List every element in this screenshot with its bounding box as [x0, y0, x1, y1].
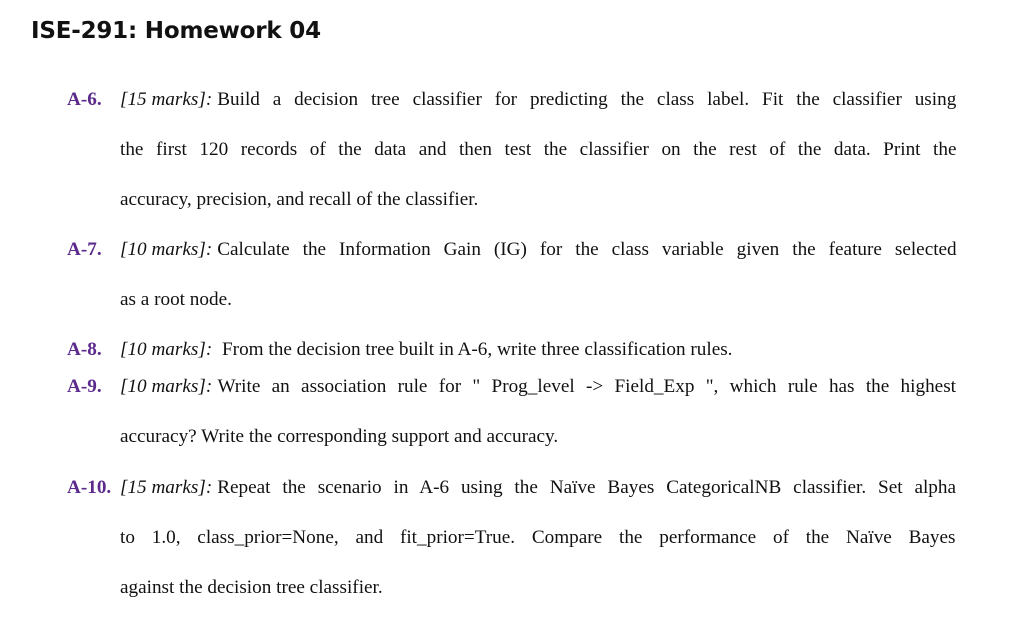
question-marks: [10 marks]:: [120, 239, 213, 260]
question-id: A-7.: [67, 239, 102, 260]
question-text: against the decision tree classifier.: [120, 577, 383, 598]
question-text: Write an association rule for " Prog_level -> Field_Exp ", which rule has the highest: [217, 376, 956, 397]
question-text: Calculate the Information Gain (IG) for the class variable given the feature selected: [217, 239, 957, 260]
question-text: accuracy, precision, and recall of the classifier.: [120, 189, 479, 210]
question-line: [120, 139, 956, 161]
question-line: [120, 89, 956, 111]
question-line: [120, 376, 956, 398]
question-text: the first 120 records of the data and then test the classifier on the rest of the data. Print the: [120, 139, 957, 160]
question-id: A-10.: [67, 477, 112, 498]
question-text: accuracy? Write the corresponding support and accuracy.: [120, 426, 559, 447]
question-text: as a root node.: [120, 289, 232, 310]
question-marks: [10 marks]:: [120, 376, 213, 397]
question-line: [120, 477, 956, 499]
question-line: [120, 289, 956, 311]
question-marks: [10 marks]:: [120, 339, 213, 360]
question-marks: [15 marks]:: [120, 477, 213, 498]
question-line: [120, 527, 956, 549]
question-id: A-6.: [67, 89, 102, 110]
question-text: Repeat the scenario in A-6 using the Naïve Bayes CategoricalNB classifier. Set alpha: [217, 477, 956, 498]
question-line: [120, 426, 956, 448]
question-text: Build a decision tree classifier for predicting the class label. Fit the classifier using: [217, 89, 957, 110]
question-line: [120, 189, 956, 211]
question-line: [120, 577, 956, 599]
question-line: [120, 239, 956, 261]
page-title: ISE-291: Homework 04: [31, 18, 321, 44]
question-marks: [15 marks]:: [120, 89, 213, 110]
question-line: [120, 339, 956, 361]
question-text: From the decision tree built in A-6, write three classification rules.: [222, 339, 733, 360]
question-id: A-8.: [67, 339, 102, 360]
question-id: A-9.: [67, 376, 102, 397]
question-text: to 1.0, class_prior=None, and fit_prior=True. Compare the performance of the Naïve Bayes: [120, 527, 956, 548]
